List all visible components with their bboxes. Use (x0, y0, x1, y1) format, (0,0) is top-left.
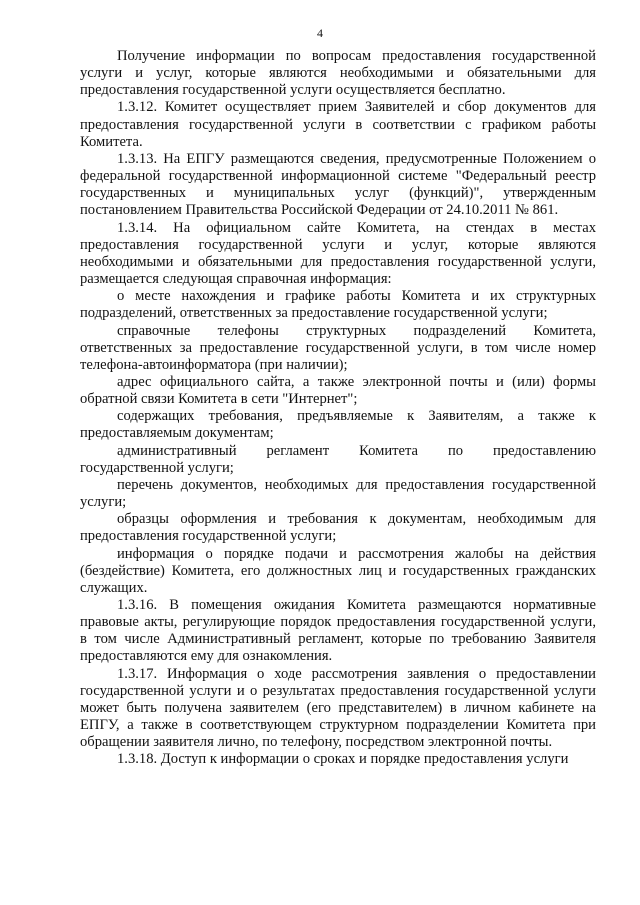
paragraph-1-3-18: 1.3.18. Доступ к информации о сроках и порядке предоставления услуги (117, 751, 569, 768)
list-item-regulation: административный регламент Комитета по предоставлению государственной услуги; (80, 442, 596, 476)
paragraph-1-3-16: 1.3.16. В помещения ожидания Комитета размещаются нормативные правовые акты, регулирующие порядок предоставления государственной услуги, в том числе Административный регламент, которые по требованию Заявителя предоставляются ему для ознакомления. (80, 597, 596, 665)
page-number: 4 (317, 26, 323, 40)
list-item-complaints: информация о порядке подачи и рассмотрения жалобы на действия (бездействие) Комитета, его должностных лиц и государственных гражданских служащих. (80, 545, 596, 596)
paragraph-1-3-12: 1.3.12. Комитет осуществляет прием Заявителей и сбор документов для предоставления государственной услуги в соответствии с графиком работы Комитета. (80, 99, 596, 150)
list-item-samples: образцы оформления и требования к документам, необходимым для предоставления государственной услуги; (80, 511, 596, 545)
list-item-website: адрес официального сайта, а также электронной почты и (или) формы обратной связи Комитета в сети "Интернет"; (80, 373, 596, 408)
list-item-location: о месте нахождения и графике работы Комитета и их структурных подразделений, ответственных за предоставление государственной услуги; (80, 288, 596, 322)
list-item-documents-list: перечень документов, необходимых для предоставления государственной услуги; (80, 476, 596, 511)
document-body (80, 48, 596, 769)
paragraph-free-info: Получение информации по вопросам предоставления государственной услуги и услуг, которые являются необходимыми и обязательными для предоставления государственной услуги осуществляется бесплатно. (80, 48, 596, 99)
paragraph-1-3-14: 1.3.14. На официальном сайте Комитета, на стендах в местах предоставления государственной услуги и услуг, которые являются необходимыми и обязательными для предоставления государственной услуги, размещается следующая справочная информация: (80, 219, 596, 288)
list-item-requirements: содержащих требования, предъявляемые к Заявителям, а также к предоставляемым документам; (80, 408, 596, 442)
list-item-phones: справочные телефоны структурных подразделений Комитета, ответственных за предоставление государственной услуги, в том числе номер телефона-автоинформатора (при наличии); (80, 322, 596, 373)
paragraph-1-3-17: 1.3.17. Информация о ходе рассмотрения заявления о предоставлении государственной услуги и о результатах предоставления государственной услуги может быть получена заявителем (его представителем) в личном кабинете на ЕПГУ, а также в соответствующем структурном подразделении Комитета при обращении заявителя лично, по телефону, посредством электронной почты. (80, 665, 596, 751)
paragraph-1-3-13: 1.3.13. На ЕПГУ размещаются сведения, предусмотренные Положением о федеральной государственной информационной системе "Федеральный реестр государственных и муниципальных услуг (функций)", утвержденным постановлением Правительства Российской Федерации от 24.10.2011 № 861. (80, 150, 596, 219)
